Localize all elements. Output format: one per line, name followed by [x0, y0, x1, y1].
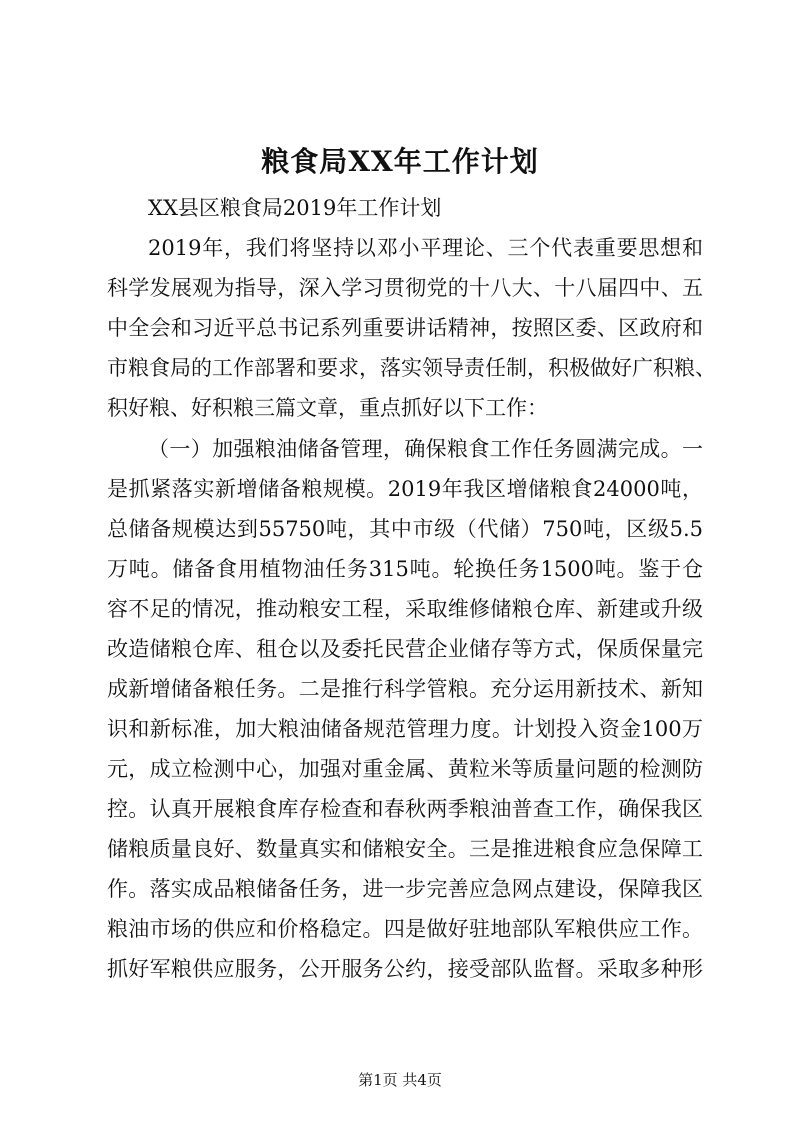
body-line: 万吨。储备食用植物油任务315吨。轮换任务1500吨。鉴于仓: [107, 557, 703, 581]
body-line: 储粮质量良好、数量真实和储粮安全。三是推进粮食应急保障工: [107, 837, 703, 861]
body-line: 科学发展观为指导，深入学习贯彻党的十八大、十八届四中、五: [107, 276, 703, 300]
body-line: （一）加强粮油储备管理，确保粮食工作任务圆满完成。一: [148, 437, 703, 461]
body-line: 积好粮、好积粮三篇文章，重点抓好以下工作：: [107, 396, 548, 420]
body-line: 抓好军粮供应服务，公开服务公约，接受部队监督。采取多种形: [107, 957, 703, 981]
body-line: 市粮食局的工作部署和要求，落实领导责任制，积极做好广积粮、: [107, 356, 716, 380]
body-line: 中全会和习近平总书记系列重要讲话精神，按照区委、区政府和: [107, 316, 703, 340]
document-title: 粮食局XX年工作计划: [261, 145, 539, 178]
body-line: 控。认真开展粮食库存检查和春秋两季粮油普查工作，确保我区: [107, 797, 703, 821]
body-line: 成新增储备粮任务。二是推行科学管粮。充分运用新技术、新知: [107, 677, 703, 701]
body-line: 容不足的情况，推动粮安工程，采取维修储粮仓库、新建或升级: [107, 597, 703, 621]
page-number-footer: 第1页 共4页: [358, 1071, 442, 1089]
body-line: 元，成立检测中心，加强对重金属、黄粒米等质量问题的检测防: [107, 757, 703, 781]
body-line: 是抓紧落实新增储备粮规模。2019年我区增储粮食24000吨，: [107, 477, 703, 501]
document-subtitle: XX县区粮食局2019年工作计划: [148, 196, 442, 220]
body-line: 作。落实成品粮储备任务，进一步完善应急网点建设，保障我区: [107, 877, 703, 901]
body-line: 识和新标准，加大粮油储备规范管理力度。计划投入资金100万: [107, 717, 703, 741]
body-line: 粮油市场的供应和价格稳定。四是做好驻地部队军粮供应工作。: [107, 917, 703, 941]
body-line: 2019年，我们将坚持以邓小平理论、三个代表重要思想和: [148, 236, 703, 260]
body-line: 总储备规模达到55750吨，其中市级（代储）750吨，区级5.5: [107, 517, 703, 541]
body-line: 改造储粮仓库、租仓以及委托民营企业储存等方式，保质保量完: [107, 637, 703, 661]
